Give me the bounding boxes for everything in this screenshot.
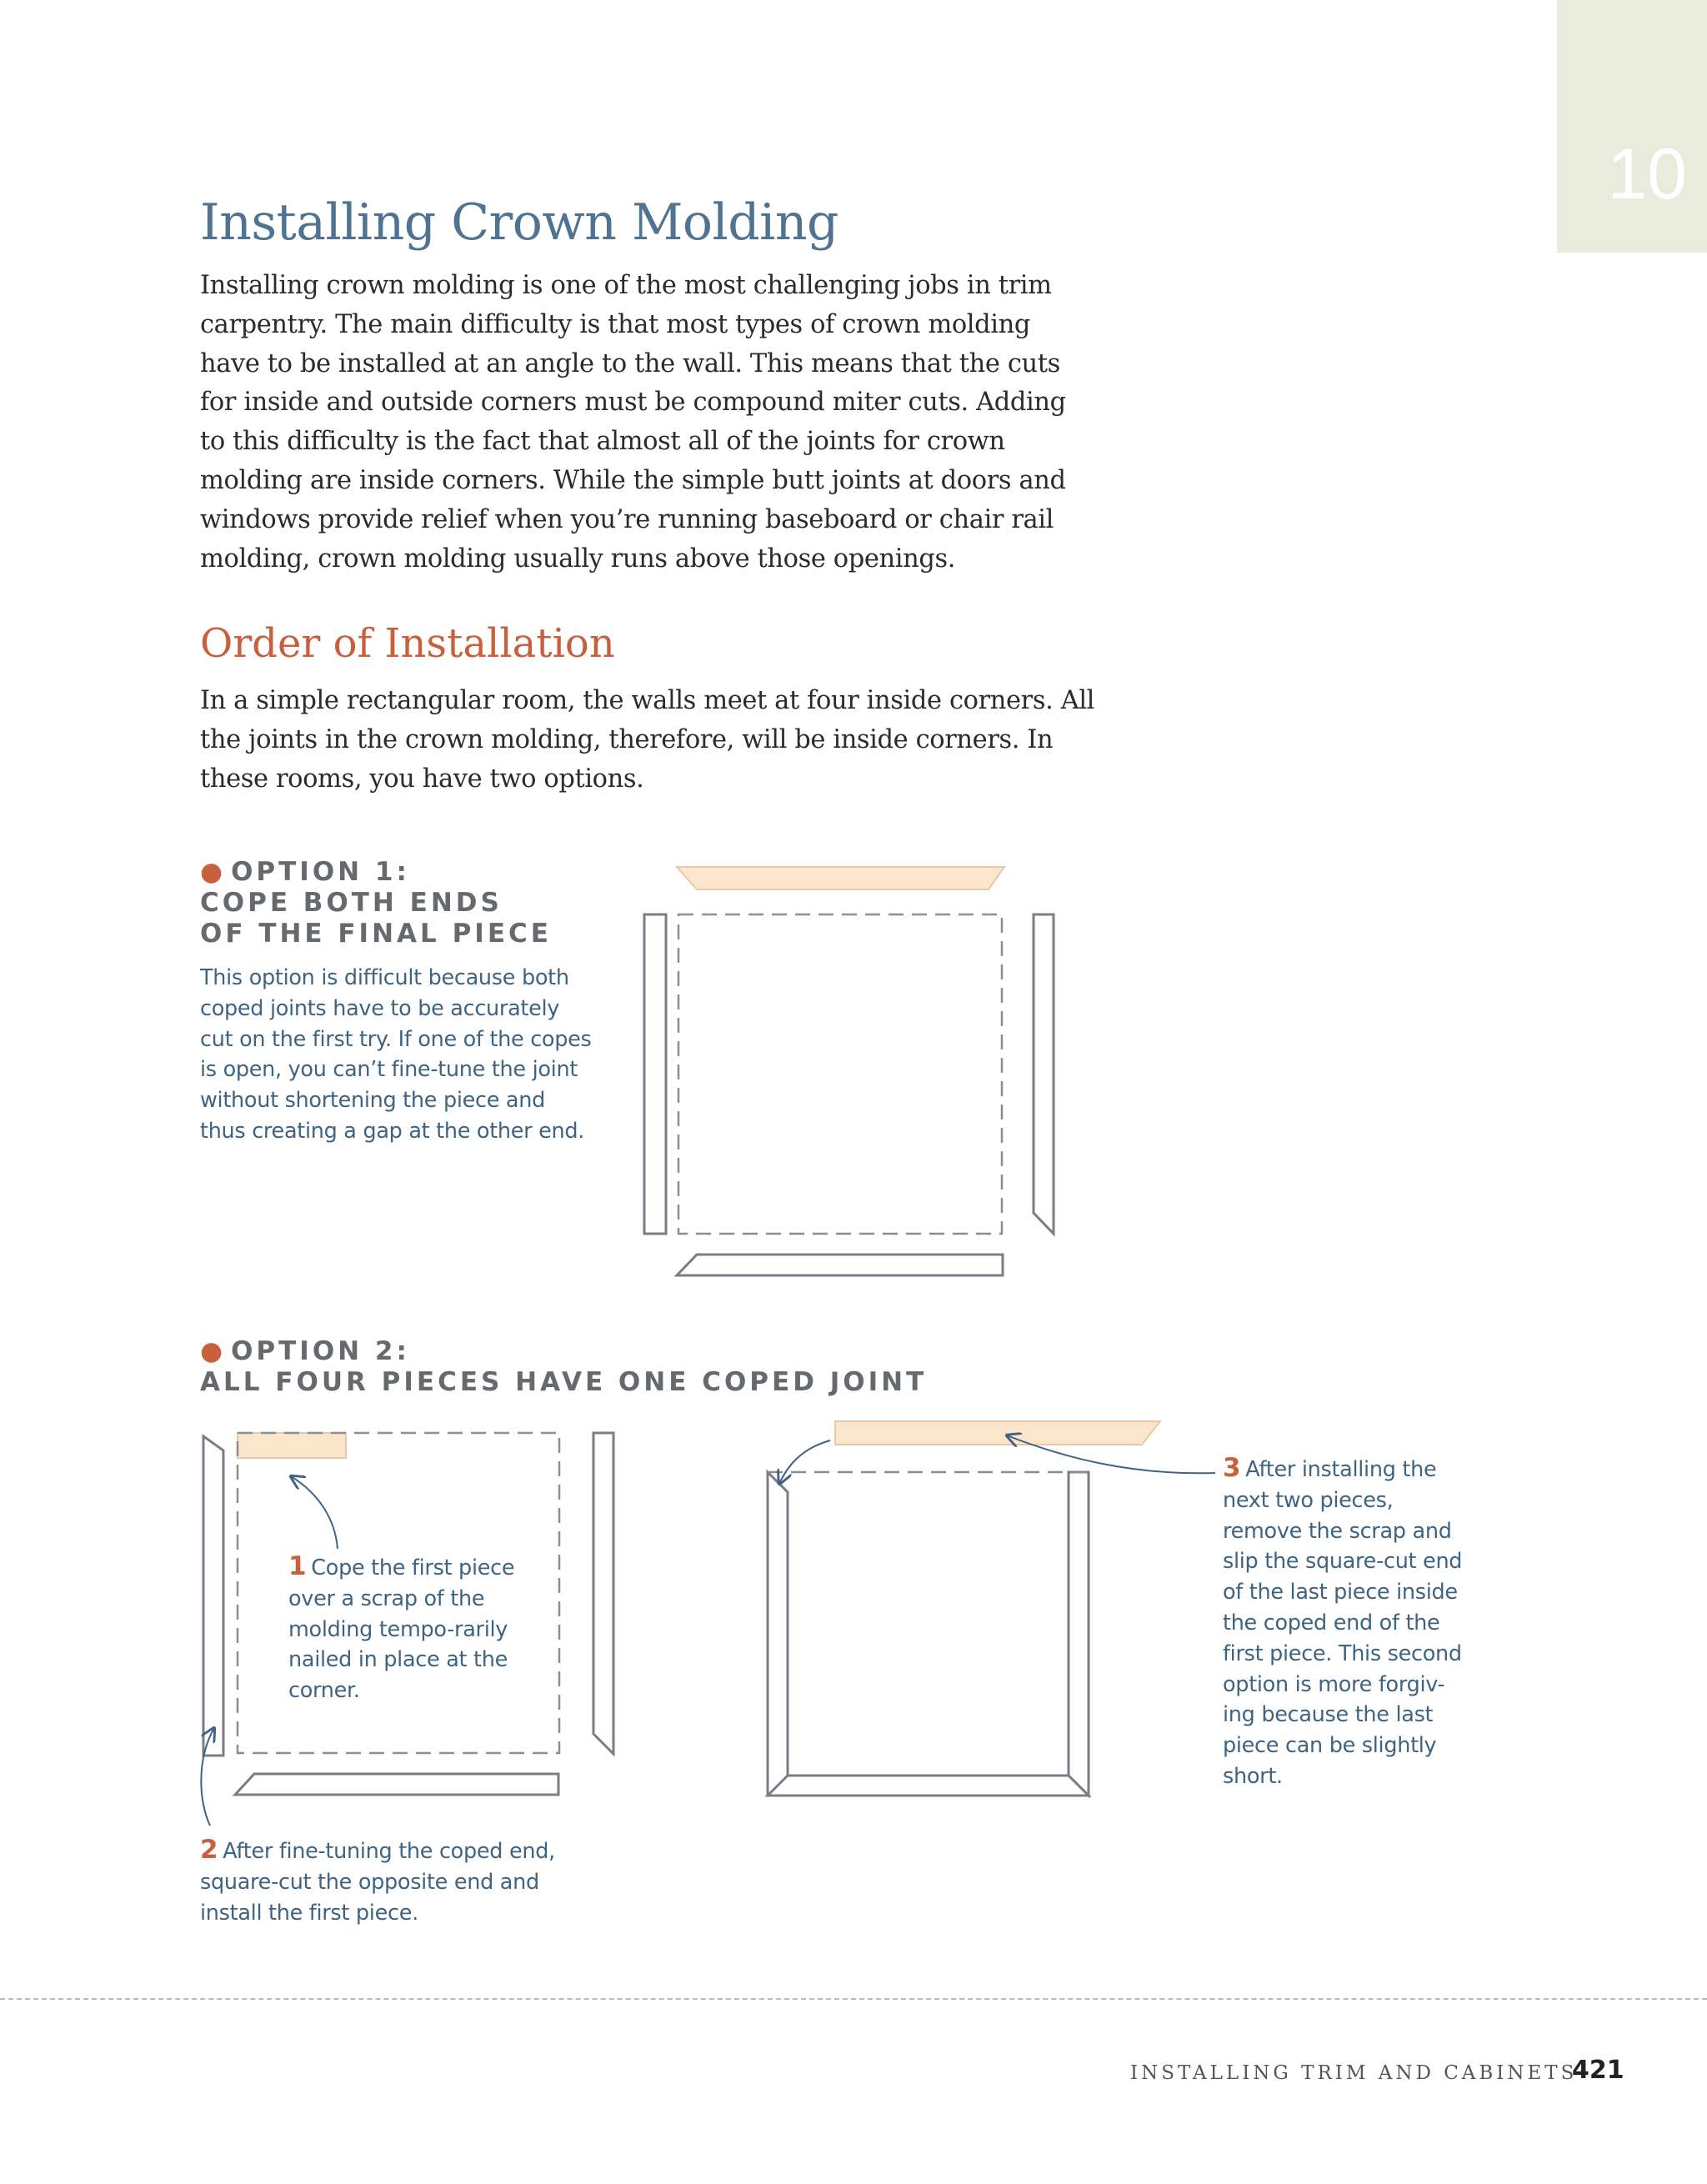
step1-number: 1 — [288, 1551, 307, 1581]
option2-installed-bottom-piece — [768, 1776, 1089, 1796]
page-number: 421 — [1572, 2056, 1624, 2085]
option1-caption: This option is difficult because both coped joints have to be accurately cut on the first try. If one of the copes is open, you can’t fine-tune the joint without shortening the piece and thus creating a gap at the other end. — [200, 965, 592, 1144]
intro-paragraph: Installing crown molding is one of the most challenging jobs in trim carpentry. The main difficulty is that most types of crown molding have to be installed at an angle to the wall. This means that the cuts for inside and outside corners must be compound miter cuts. Adding to this difficulty is the fact that almost all of the joints for crown molding are inside corners. While the simple butt joints at doors and windows provide relief when you’re running baseboard or chair rail molding, crown molding usually runs above those openings. — [200, 271, 1066, 574]
step1-text: Cope the first piece over a scrap of the molding tempo-rarily nailed in place at the corner. — [288, 1555, 515, 1704]
option1-wall-outline — [678, 914, 1002, 1234]
option1-top-piece — [677, 867, 1004, 889]
option2-bullet: ● — [200, 1336, 223, 1366]
step2-number: 2 — [200, 1835, 218, 1865]
option2-left-piece — [203, 1436, 223, 1756]
option1-right-piece — [1034, 914, 1054, 1234]
option1-left-piece — [644, 914, 666, 1234]
section-heading: Order of Installation — [200, 620, 615, 667]
option2-left-diagram — [201, 1433, 613, 1826]
step3-text: After installing the next two pieces, remove the scrap and slip the square-cut end of the last piece inside the coped end of the first piece. This second option is more forgiv-ing because the last piece can be slightly short. — [1223, 1457, 1463, 1789]
step3-number: 3 — [1223, 1453, 1241, 1483]
option1-diagram — [644, 867, 1054, 1275]
option2-right-diagram — [768, 1421, 1215, 1796]
option2-last-piece — [835, 1421, 1160, 1445]
page-title: Installing Crown Molding — [200, 193, 838, 252]
option2-installed-right-piece — [1069, 1472, 1089, 1796]
option1-bullet: ● — [200, 857, 223, 887]
option1-heading-line3: OF THE FINAL PIECE — [200, 919, 552, 949]
chapter-number: 10 — [1607, 134, 1687, 214]
option2-right-piece — [593, 1433, 613, 1754]
option2-installed-left-piece — [768, 1472, 788, 1796]
step3-arrow-short — [779, 1440, 830, 1484]
option2-heading-line2: ALL FOUR PIECES HAVE ONE COPED JOINT — [200, 1367, 928, 1397]
running-title: INSTALLING TRIM AND CABINETS — [1130, 2062, 1578, 2084]
option2-wall-outline — [238, 1433, 559, 1753]
option1-heading-line1: OPTION 1: — [231, 857, 410, 887]
footer-divider — [0, 1998, 1707, 2000]
option2-heading-line1: OPTION 2: — [231, 1336, 410, 1366]
step1-arrow — [291, 1476, 338, 1549]
option2-scrap-piece — [238, 1433, 346, 1458]
option1-bottom-piece — [677, 1255, 1003, 1275]
option1-heading-line2: COPE BOTH ENDS — [200, 888, 503, 918]
option2-bottom-piece — [235, 1774, 558, 1795]
step2-text: After fine-tuning the coped end, square-cut the opposite end and install the first piece. — [200, 1839, 555, 1926]
section-body: In a simple rectangular room, the walls meet at four inside corners. All the joints in the crown molding, therefore, will be inside corners. In these rooms, you have two options. — [200, 686, 1095, 794]
